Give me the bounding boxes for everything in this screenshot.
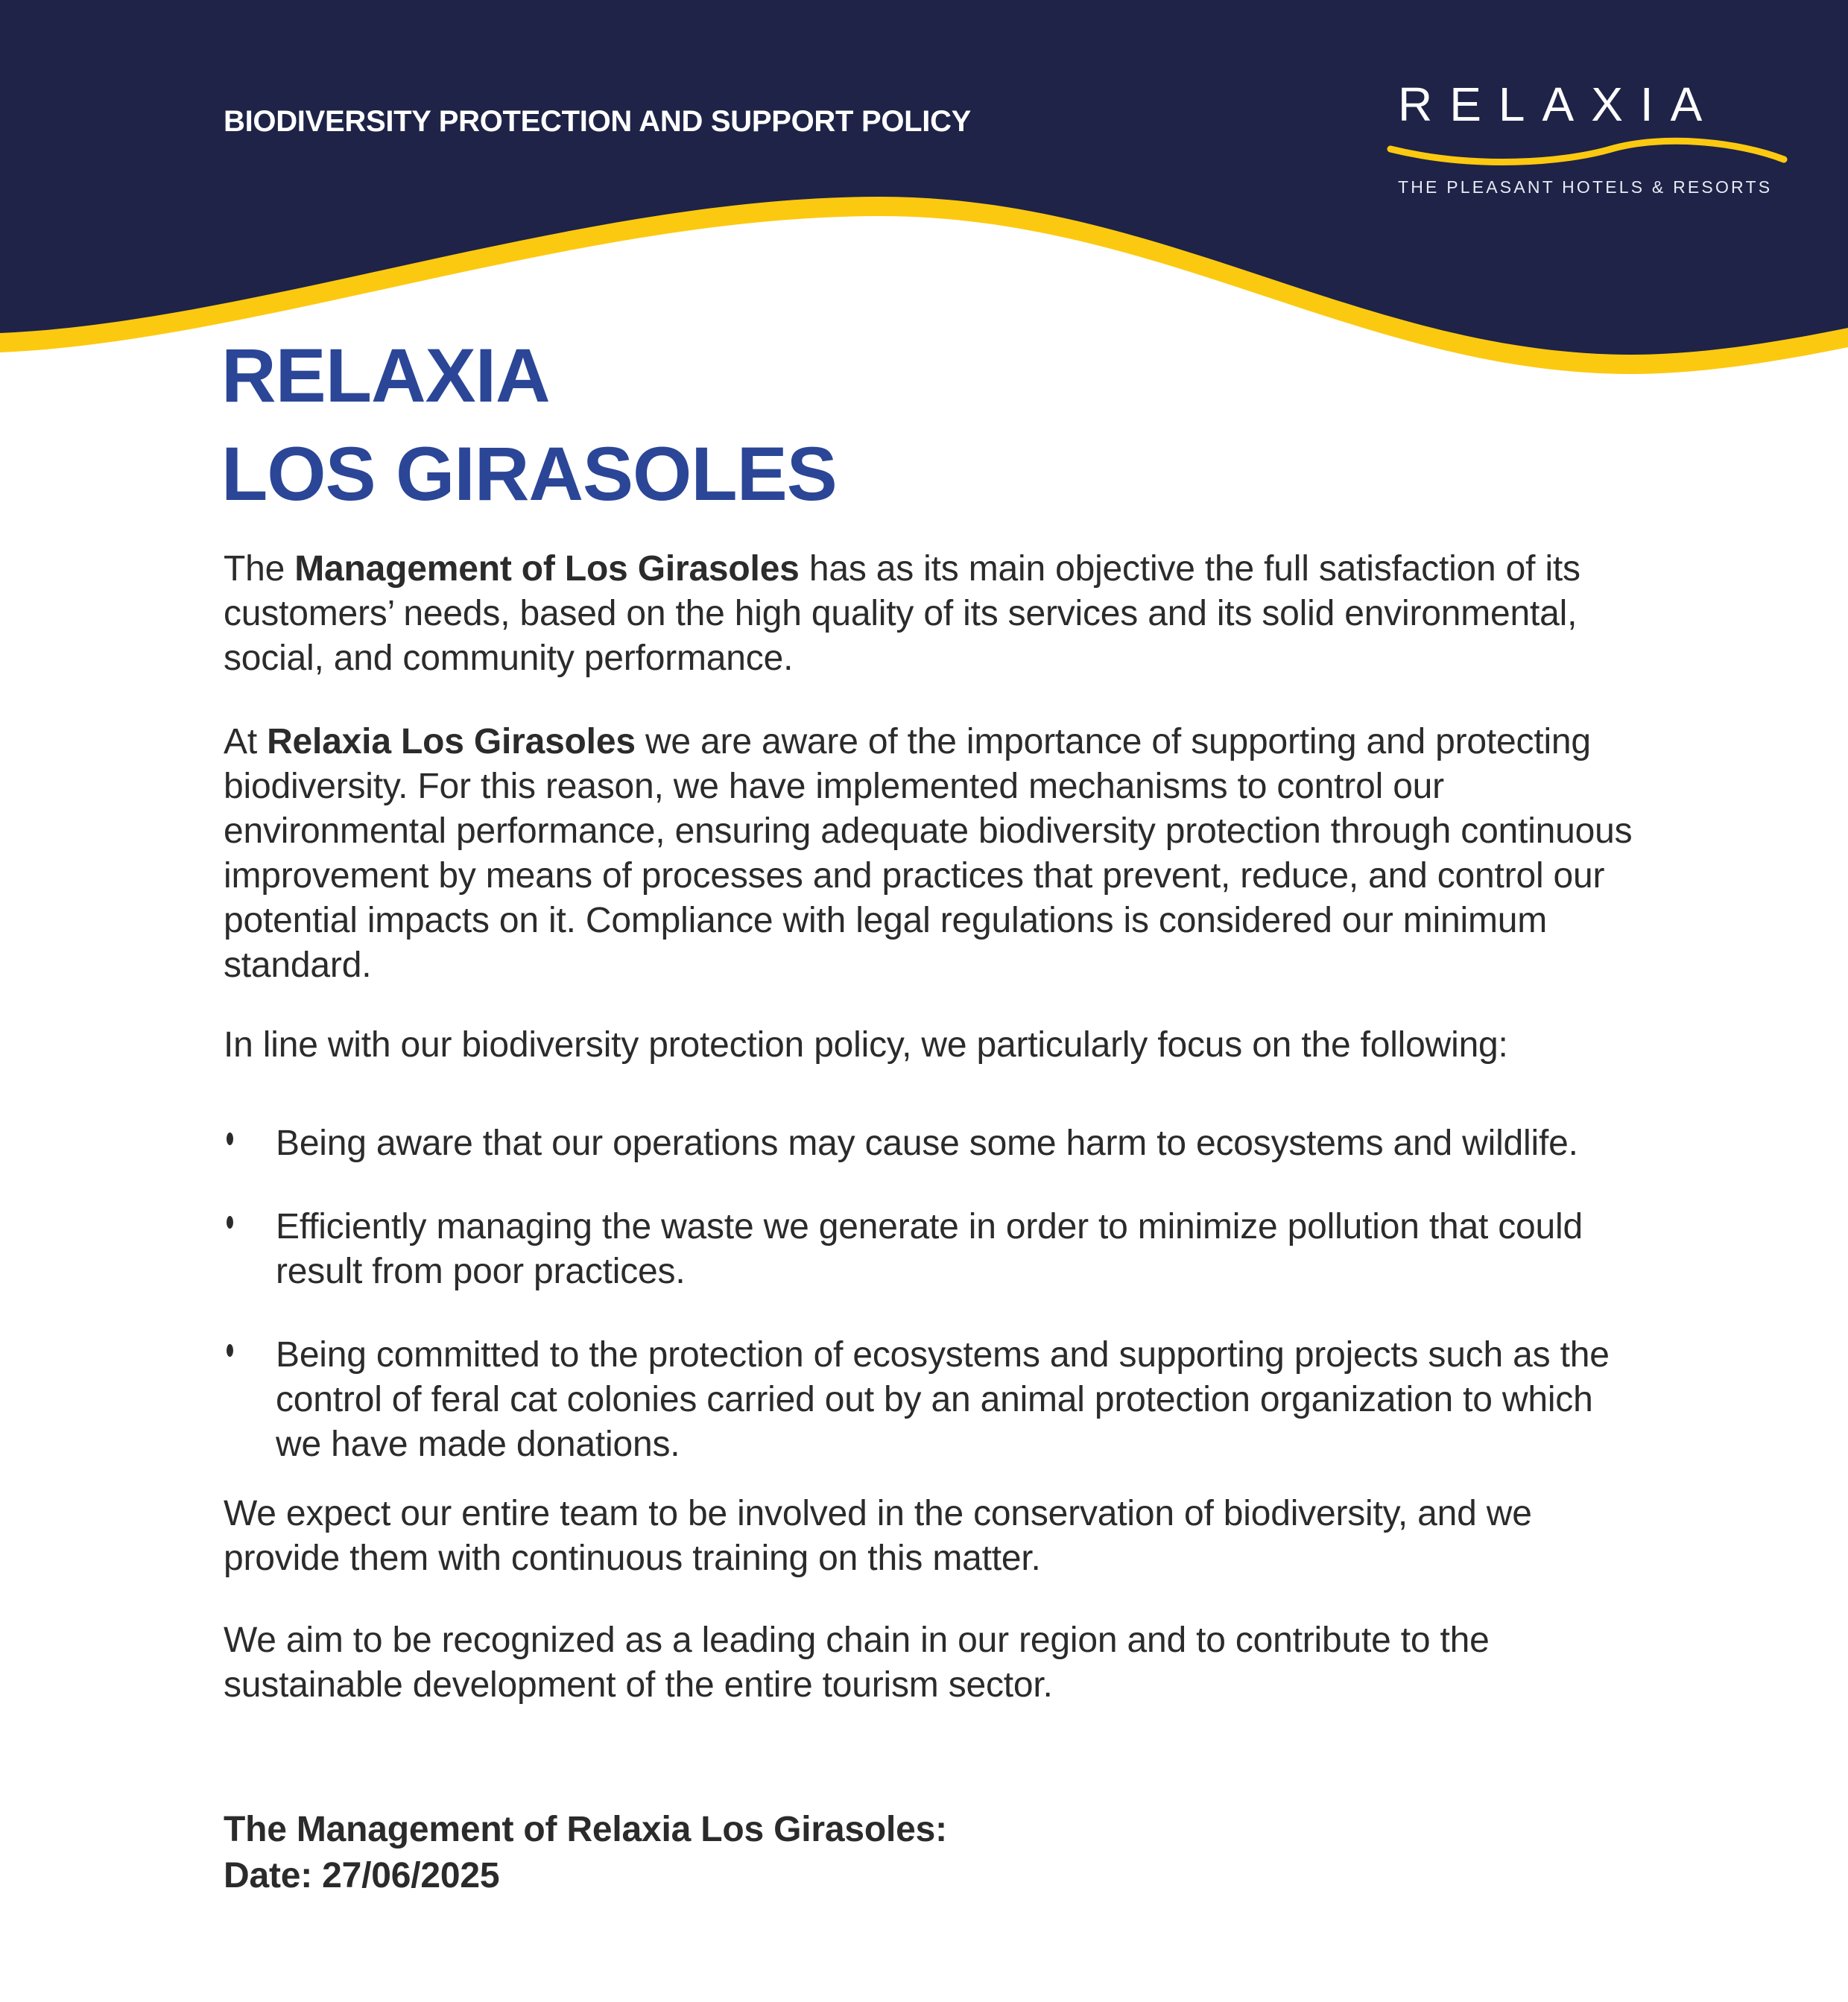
document-title bbox=[221, 326, 837, 523]
brand-wave-icon bbox=[1386, 136, 1788, 174]
bullet-icon bbox=[227, 1344, 233, 1357]
document-title-line1: RELAXIA bbox=[221, 333, 550, 418]
list-item bbox=[224, 1205, 1647, 1294]
brand-tagline: THE PLEASANT HOTELS & RESORTS bbox=[1398, 177, 1773, 197]
list-item-text: Being committed to the protection of ecosystems and supporting projects such as the control of feral cat colonies carried out by an animal protection organization to which we have made donations. bbox=[276, 1335, 1610, 1464]
brand-logo bbox=[1386, 77, 1792, 197]
date-line: Date: 27/06/2025 bbox=[224, 1856, 500, 1895]
paragraph-objective: The Management of Los Girasoles has as its main objective the full satisfaction of its customers’ needs, based on the high quality of its services and its solid environmental, social, and community performance. bbox=[224, 549, 1580, 678]
list-item-text: Being aware that our operations may cause some harm to ecosystems and wildlife. bbox=[276, 1124, 1578, 1163]
list-item bbox=[224, 1333, 1647, 1467]
header-policy-title: BIODIVERSITY PROTECTION AND SUPPORT POLICY bbox=[224, 105, 972, 138]
bullet-icon bbox=[227, 1133, 233, 1145]
paragraph-team-involvement: We expect our entire team to be involved in the conservation of biodiversity, and we provide them with continuous training on this matter. bbox=[224, 1494, 1532, 1578]
focus-bullet-list bbox=[224, 1121, 1647, 1467]
document-title-line2: LOS GIRASOLES bbox=[221, 431, 837, 516]
signature-block bbox=[224, 1807, 1647, 1899]
document-body bbox=[224, 547, 1647, 1899]
bullet-icon bbox=[227, 1216, 233, 1229]
paragraph-focus-intro: In line with our biodiversity protection policy, we particularly focus on the following: bbox=[224, 1025, 1508, 1065]
signatory-line: The Management of Relaxia Los Girasoles: bbox=[224, 1810, 947, 1849]
paragraph-biodiversity-commitment: At Relaxia Los Girasoles we are aware of the importance of supporting and protecting biodiversity. For this reason, we have implemented mechanisms to control our environmental performance, ensuring adequate biodiversity protection through continuous improvement by means of processes and practices that prevent, reduce, and control our potential impacts on it. Compliance with legal regulations is considered our minimum standard. bbox=[224, 722, 1633, 985]
list-item bbox=[224, 1121, 1647, 1166]
brand-logo-wordmark: RELAXIA bbox=[1398, 77, 1720, 131]
paragraph-recognition-goal: We aim to be recognized as a leading chain in our region and to contribute to the sustainable development of the entire tourism sector. bbox=[224, 1621, 1490, 1705]
list-item-text: Efficiently managing the waste we generate in order to minimize pollution that could result from poor practices. bbox=[276, 1207, 1583, 1291]
